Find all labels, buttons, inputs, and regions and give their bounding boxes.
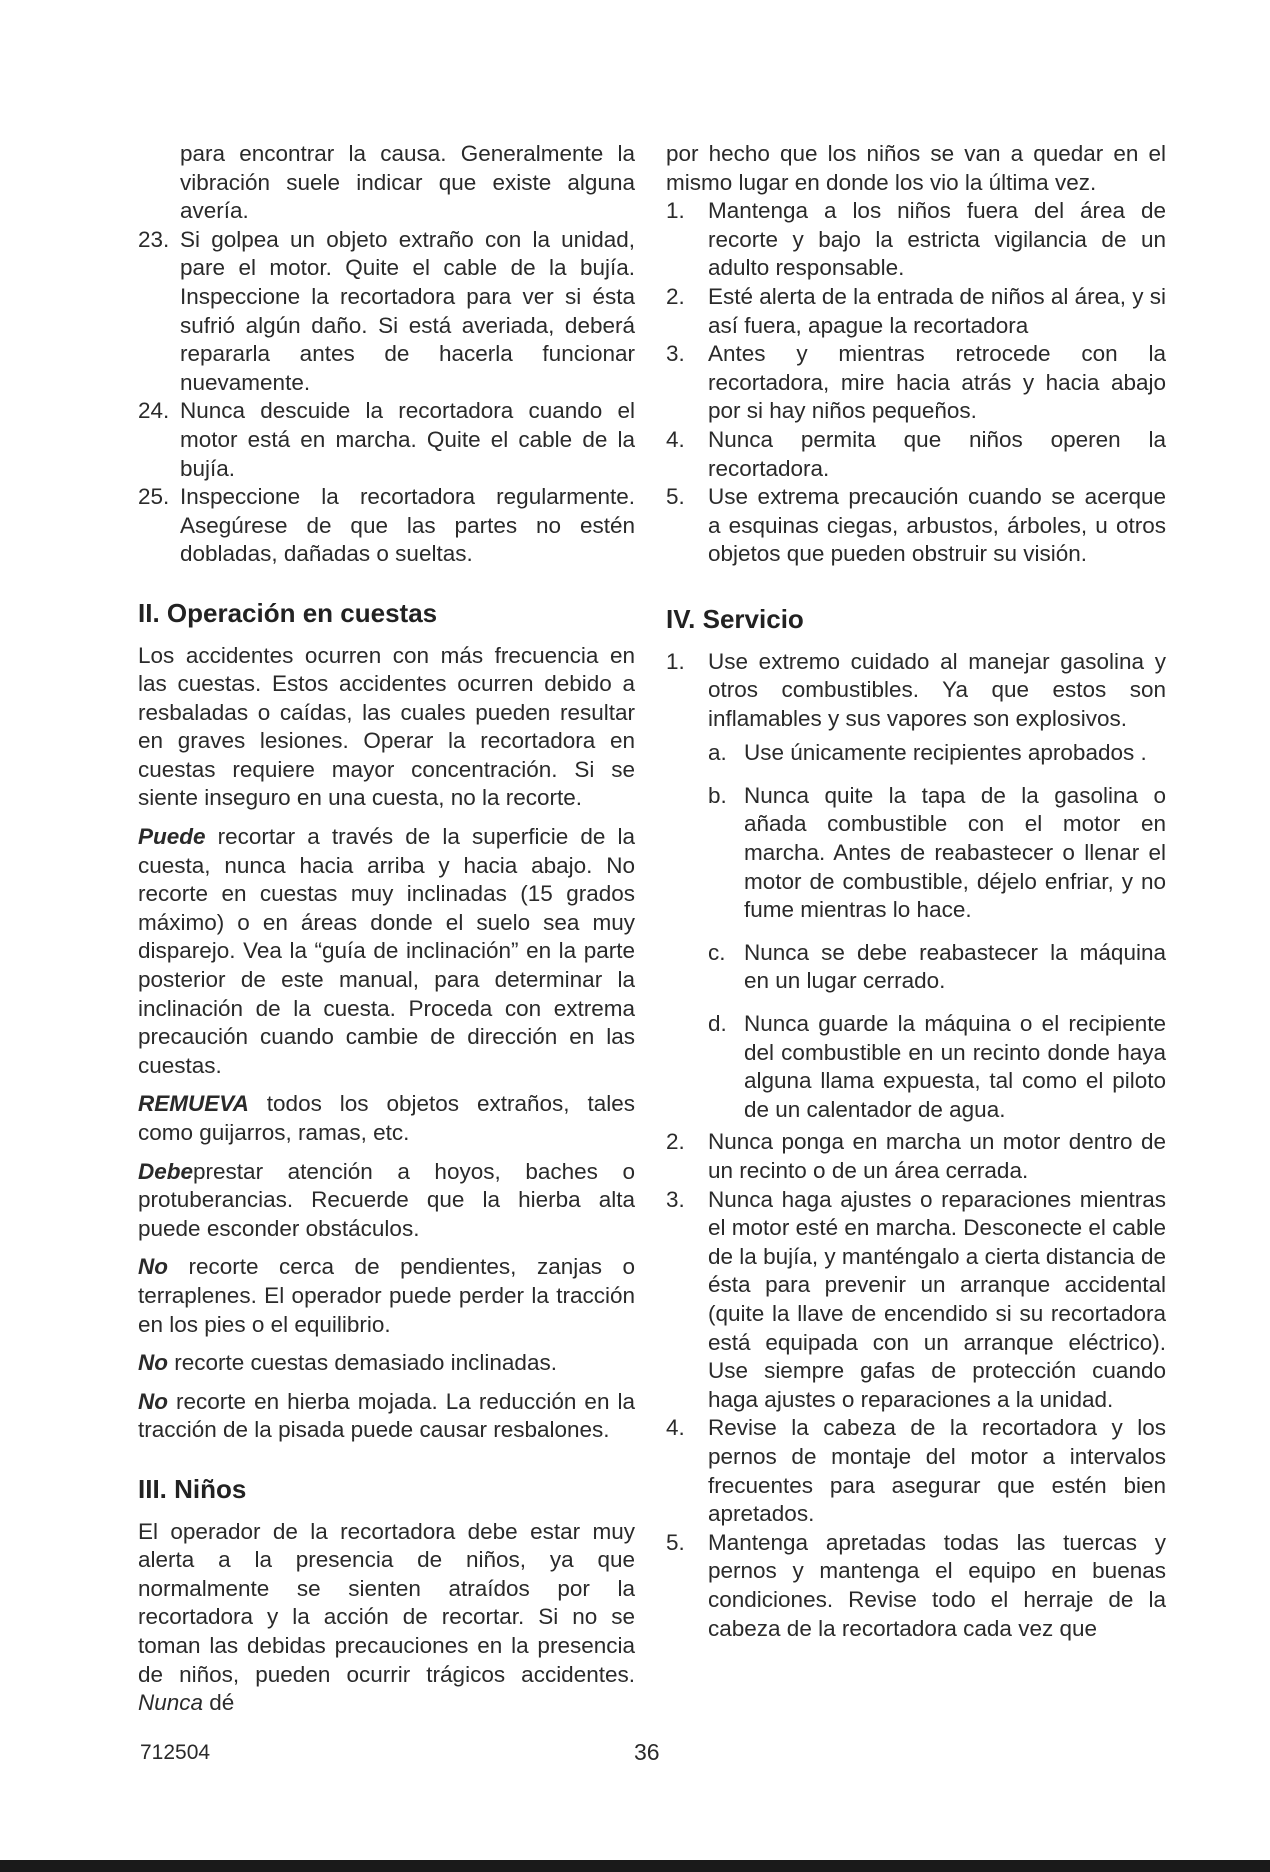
lead-word: Debe (138, 1158, 194, 1184)
lead-word: No (138, 1350, 168, 1376)
sublist-letter: d. (708, 1011, 727, 1037)
paragraph (138, 1090, 635, 1147)
list-text: Esté alerta de la entrada de niños al área, y si así fuera, apague la recortadora (708, 283, 1166, 338)
list-item (666, 283, 1166, 340)
list-text: Nunca ponga en marcha un motor dentro de un recinto o de un área cerrada. (708, 1129, 1166, 1183)
list-item (666, 1529, 1166, 1643)
document-number: 712504 (140, 1741, 211, 1764)
paragraph-continuation: por hecho que los niños se van a quedar en el mismo lugar en donde los vio la última vez. (666, 141, 1166, 195)
service-list-continued (666, 1128, 1166, 1643)
right-column (666, 140, 1166, 1643)
scan-bottom-edge (0, 1860, 1270, 1872)
sublist-letter: c. (708, 939, 726, 965)
paragraph (138, 1158, 635, 1244)
sublist-text: Nunca se debe reabastecer la máquina en un lugar cerrado. (744, 939, 1166, 994)
fuel-sublist (666, 739, 1166, 1124)
sublist-text: Nunca quite la tapa de la gasolina o añada combustible con el motor en marcha. Antes de reabastecer o llenar el motor de combustible, déjelo enfriar, y no fume mientras lo hace. (744, 782, 1166, 923)
lead-word: No (138, 1388, 168, 1414)
paragraph-text: recorte en hierba mojada. La reducción en la tracción de la pisada puede causar resbalones. (138, 1388, 635, 1443)
section-title-children: III. Niños (138, 1473, 247, 1504)
paragraph-text: recortar a través de la superficie de la cuesta, nunca hacia arriba y hacia abajo. No recorte en cuestas muy inclinadas (15 grados máximo) o en áreas donde el suelo sea muy disparejo. Vea la “guía de inclinación” en la parte posterior de este manual, para determinar la inclinación de la cuesta. Proceda con extrema precaución cuando cambie de dirección en las cuestas. (138, 824, 635, 1078)
list-item (666, 1186, 1166, 1415)
paragraph: Los accidentes ocurren con más frecuencia en las cuestas. Estos accidentes ocurren debido a resbaladas o caídas, las cuales pueden resultar en graves lesiones. Operar la recortadora en cuestas requiere mayor concentración. Si se siente inseguro en una cuesta, no la recorte. (138, 642, 635, 811)
list-item (138, 483, 635, 569)
list-text: Antes y mientras retrocede con la recortadora, mire hacia atrás y hacia abajo por si hay niños pequeños. (708, 341, 1166, 424)
list-text: Inspeccione la recortadora regularmente. Asegúrese de que las partes no estén dobladas, dañadas o sueltas. (180, 484, 635, 567)
list-text: Nunca descuide la recortadora cuando el motor está en marcha. Quite el cable de la bujía. (180, 398, 635, 481)
paragraph-text: prestar atención a hoyos, baches o protuberancias. Recuerde que la hierba alta puede esconder obstáculos. (138, 1158, 635, 1241)
list-text: Use extremo cuidado al manejar gasolina y otros combustibles. Ya que estos son inflamables y sus vapores son explosivos. (708, 648, 1166, 731)
sublist-text: Use únicamente recipientes aprobados . (744, 740, 1147, 766)
sublist-item (666, 1010, 1166, 1124)
sublist-item (666, 782, 1166, 925)
left-column (138, 140, 635, 1728)
emphasis-word: Nunca (138, 1690, 204, 1716)
list-number: 5. (666, 484, 685, 510)
paragraph (138, 1253, 635, 1339)
list-item (666, 648, 1166, 734)
list-text: Nunca haga ajustes o reparaciones mientras el motor esté en marcha. Desconecte el cable de la bujía, y manténgalo a cierta distancia de ésta para prevenir un arranque accidental (quite la llave de encendido si su recortadora está equipada con un arranque eléctrico). Use siempre gafas de protección cuando haga ajustes o reparaciones a la unidad. (708, 1186, 1166, 1412)
list-text: Nunca permita que niños operen la recortadora. (708, 426, 1166, 481)
list-number: 3. (666, 1186, 685, 1212)
list-item (138, 226, 635, 398)
list-text: Revise la cabeza de la recortadora y los pernos de montaje del motor a intervalos frecuentes para asegurar que estén bien apretados. (708, 1415, 1166, 1527)
list-number: 1. (666, 648, 685, 674)
list-number: 24. (138, 398, 170, 424)
paragraph-text: todos los objetos extraños, tales como guijarros, ramas, etc. (138, 1091, 635, 1145)
section-title-service: IV. Servicio (666, 603, 804, 634)
list-text: Use extrema precaución cuando se acerque a esquinas ciegas, arbustos, árboles, u otros objetos que pueden obstruir su visión. (708, 484, 1166, 567)
list-number: 23. (138, 226, 170, 252)
page-number: 36 (634, 1739, 660, 1765)
sublist-letter: a. (708, 740, 727, 766)
list-number: 2. (666, 1129, 685, 1155)
paragraph (138, 1349, 635, 1378)
list-item (666, 340, 1166, 426)
list-number: 5. (666, 1529, 685, 1555)
sublist-item (666, 739, 1166, 768)
list-item (666, 1128, 1166, 1185)
list-number: 3. (666, 341, 685, 367)
lead-word: No (138, 1254, 168, 1280)
list-item (666, 197, 1166, 283)
list-text: Mantenga a los niños fuera del área de recorte y bajo la estricta vigilancia de un adulto responsable. (708, 198, 1166, 281)
lead-word: Puede (138, 824, 206, 850)
paragraph-text: dé (203, 1690, 235, 1716)
paragraph (138, 1518, 635, 1718)
list-text: Mantenga apretadas todas las tuercas y pernos y mantenga el equipo en buenas condiciones. Revise todo el herraje de la cabeza de la recortadora cada vez que (708, 1529, 1166, 1641)
paragraph (138, 823, 635, 1080)
list-number: 2. (666, 283, 685, 309)
children-list (666, 197, 1166, 569)
service-list (666, 648, 1166, 734)
list-item-continuation: para encontrar la causa. Generalmente la vibración suele indicar que existe alguna avería. (180, 141, 635, 224)
list-item (666, 426, 1166, 483)
list-item (666, 1414, 1166, 1528)
paragraph-text: recorte cerca de pendientes, zanjas o terraplenes. El operador puede perder la tracción en los pies o el equilibrio. (138, 1254, 635, 1337)
paragraph (138, 1388, 635, 1445)
paragraph-text: recorte cuestas demasiado inclinadas. (168, 1350, 557, 1376)
sublist-text: Nunca guarde la máquina o el recipiente del combustible en un recinto donde haya alguna llama expuesta, tal como el piloto de un calentador de agua. (744, 1011, 1166, 1122)
sublist-item (666, 939, 1166, 996)
paragraph-text: El operador de la recortadora debe estar muy alerta a la presencia de niños, ya que normalmente se sienten atraídos por la recortadora y la acción de recortar. Si no se toman las debidas precauciones en la presencia de niños, pueden ocurrir trágicos accidentes. (138, 1518, 635, 1687)
list-text: Si golpea un objeto extraño con la unidad, pare el motor. Quite el cable de la bujía. Inspeccione la recortadora para ver si ésta sufrió algún daño. Si está averiada, deberá repararla antes de hacerla funcionar nuevamente. (180, 226, 635, 395)
list-item (666, 483, 1166, 569)
list-number: 4. (666, 426, 685, 452)
lead-word: REMUEVA (138, 1091, 249, 1117)
sublist-letter: b. (708, 782, 727, 808)
list-number: 25. (138, 484, 170, 510)
list-number: 4. (666, 1415, 685, 1441)
safety-list-left (138, 226, 635, 569)
list-number: 1. (666, 198, 685, 224)
list-item (138, 397, 635, 483)
section-title-slopes: II. Operación en cuestas (138, 597, 438, 628)
